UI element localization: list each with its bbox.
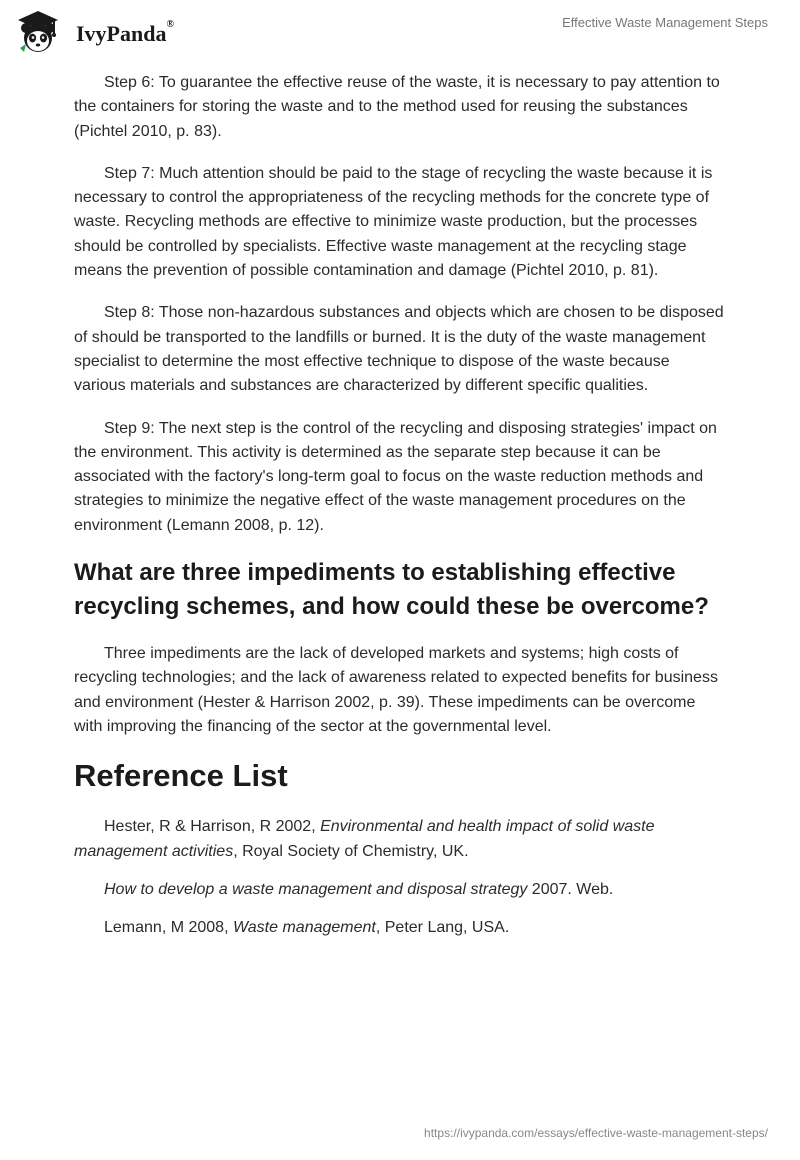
reference-item [74,815,724,864]
registered-mark: ® [166,19,174,30]
question-heading: What are three impediments to establishing effective recycling schemes, and how could these be overcome? [74,559,709,621]
document-title: Effective Waste Management Steps [562,15,768,30]
reference-item [74,916,724,940]
panda-graduate-icon [14,8,62,56]
reference-author: Hester, R & Harrison, R 2002, [104,818,321,836]
reference-author: Lemann, M 2008, [104,919,233,937]
paragraph-step-7: Step 7: Much attention should be paid to the stage of recycling the waste because it is necessary to control the appropriateness of the recycling methods for the concrete type of waste. Recycling methods are effective to minimize waste production, but the processes should be controlled by specialists. Effective waste management at the recycling stage means the prevention of possible contamination and damage (Pichtel 2010, p. 81). [74,164,713,280]
paragraph-step-6: Step 6: To guarantee the effective reuse of the waste, it is necessary to pay attention to the containers for storing the waste and to the method used for reusing the substances (Pichtel 2010, p. 83). [74,74,720,140]
reference-list-heading: Reference List [74,758,288,794]
brand-text: IvyPanda [76,21,167,46]
reference-publisher: , Peter Lang, USA. [375,919,510,937]
paragraph-step-9: Step 9: The next step is the control of the recycling and disposing strategies' impact on the environment. This activity is determined as the separate step because it can be associated with the factory's long-term goal to focus on the waste reduction methods and strategies to minimize the negative effect of the waste management procedures on the environment (Lemann 2008, p. 12). [74,419,717,534]
reference-publisher: 2007. Web. [527,880,614,898]
question-answer: Three impediments are the lack of developed markets and systems; high costs of recycling technologies; and the lack of awareness related to expected benefits for business and environment (Hester & Harrison 2002, p. 39). These impediments can be overcome with improving the financing of the sector at the governmental level. [74,645,718,735]
reference-item [74,878,724,902]
ivypanda-logo[interactable] [14,8,194,54]
reference-title: Environmental and health impact of solid waste management activities [74,818,655,860]
article-content [74,71,724,954]
page-header [0,0,800,62]
paragraph-step-8: Step 8: Those non-hazardous substances and objects which are chosen to be disposed of should be transported to the landfills or burned. It is the duty of the waste management specialist to determine the most effective technique to dispose of the waste because various materials and substances are characterized by different specific qualities. [74,304,724,395]
source-url[interactable]: https://ivypanda.com/essays/effective-waste-management-steps/ [424,1126,768,1140]
reference-title: Waste management [232,919,376,937]
reference-publisher: , Royal Society of Chemistry, UK. [233,842,469,860]
reference-title: How to develop a waste management and disposal strategy [104,880,528,898]
brand-name [76,21,174,47]
